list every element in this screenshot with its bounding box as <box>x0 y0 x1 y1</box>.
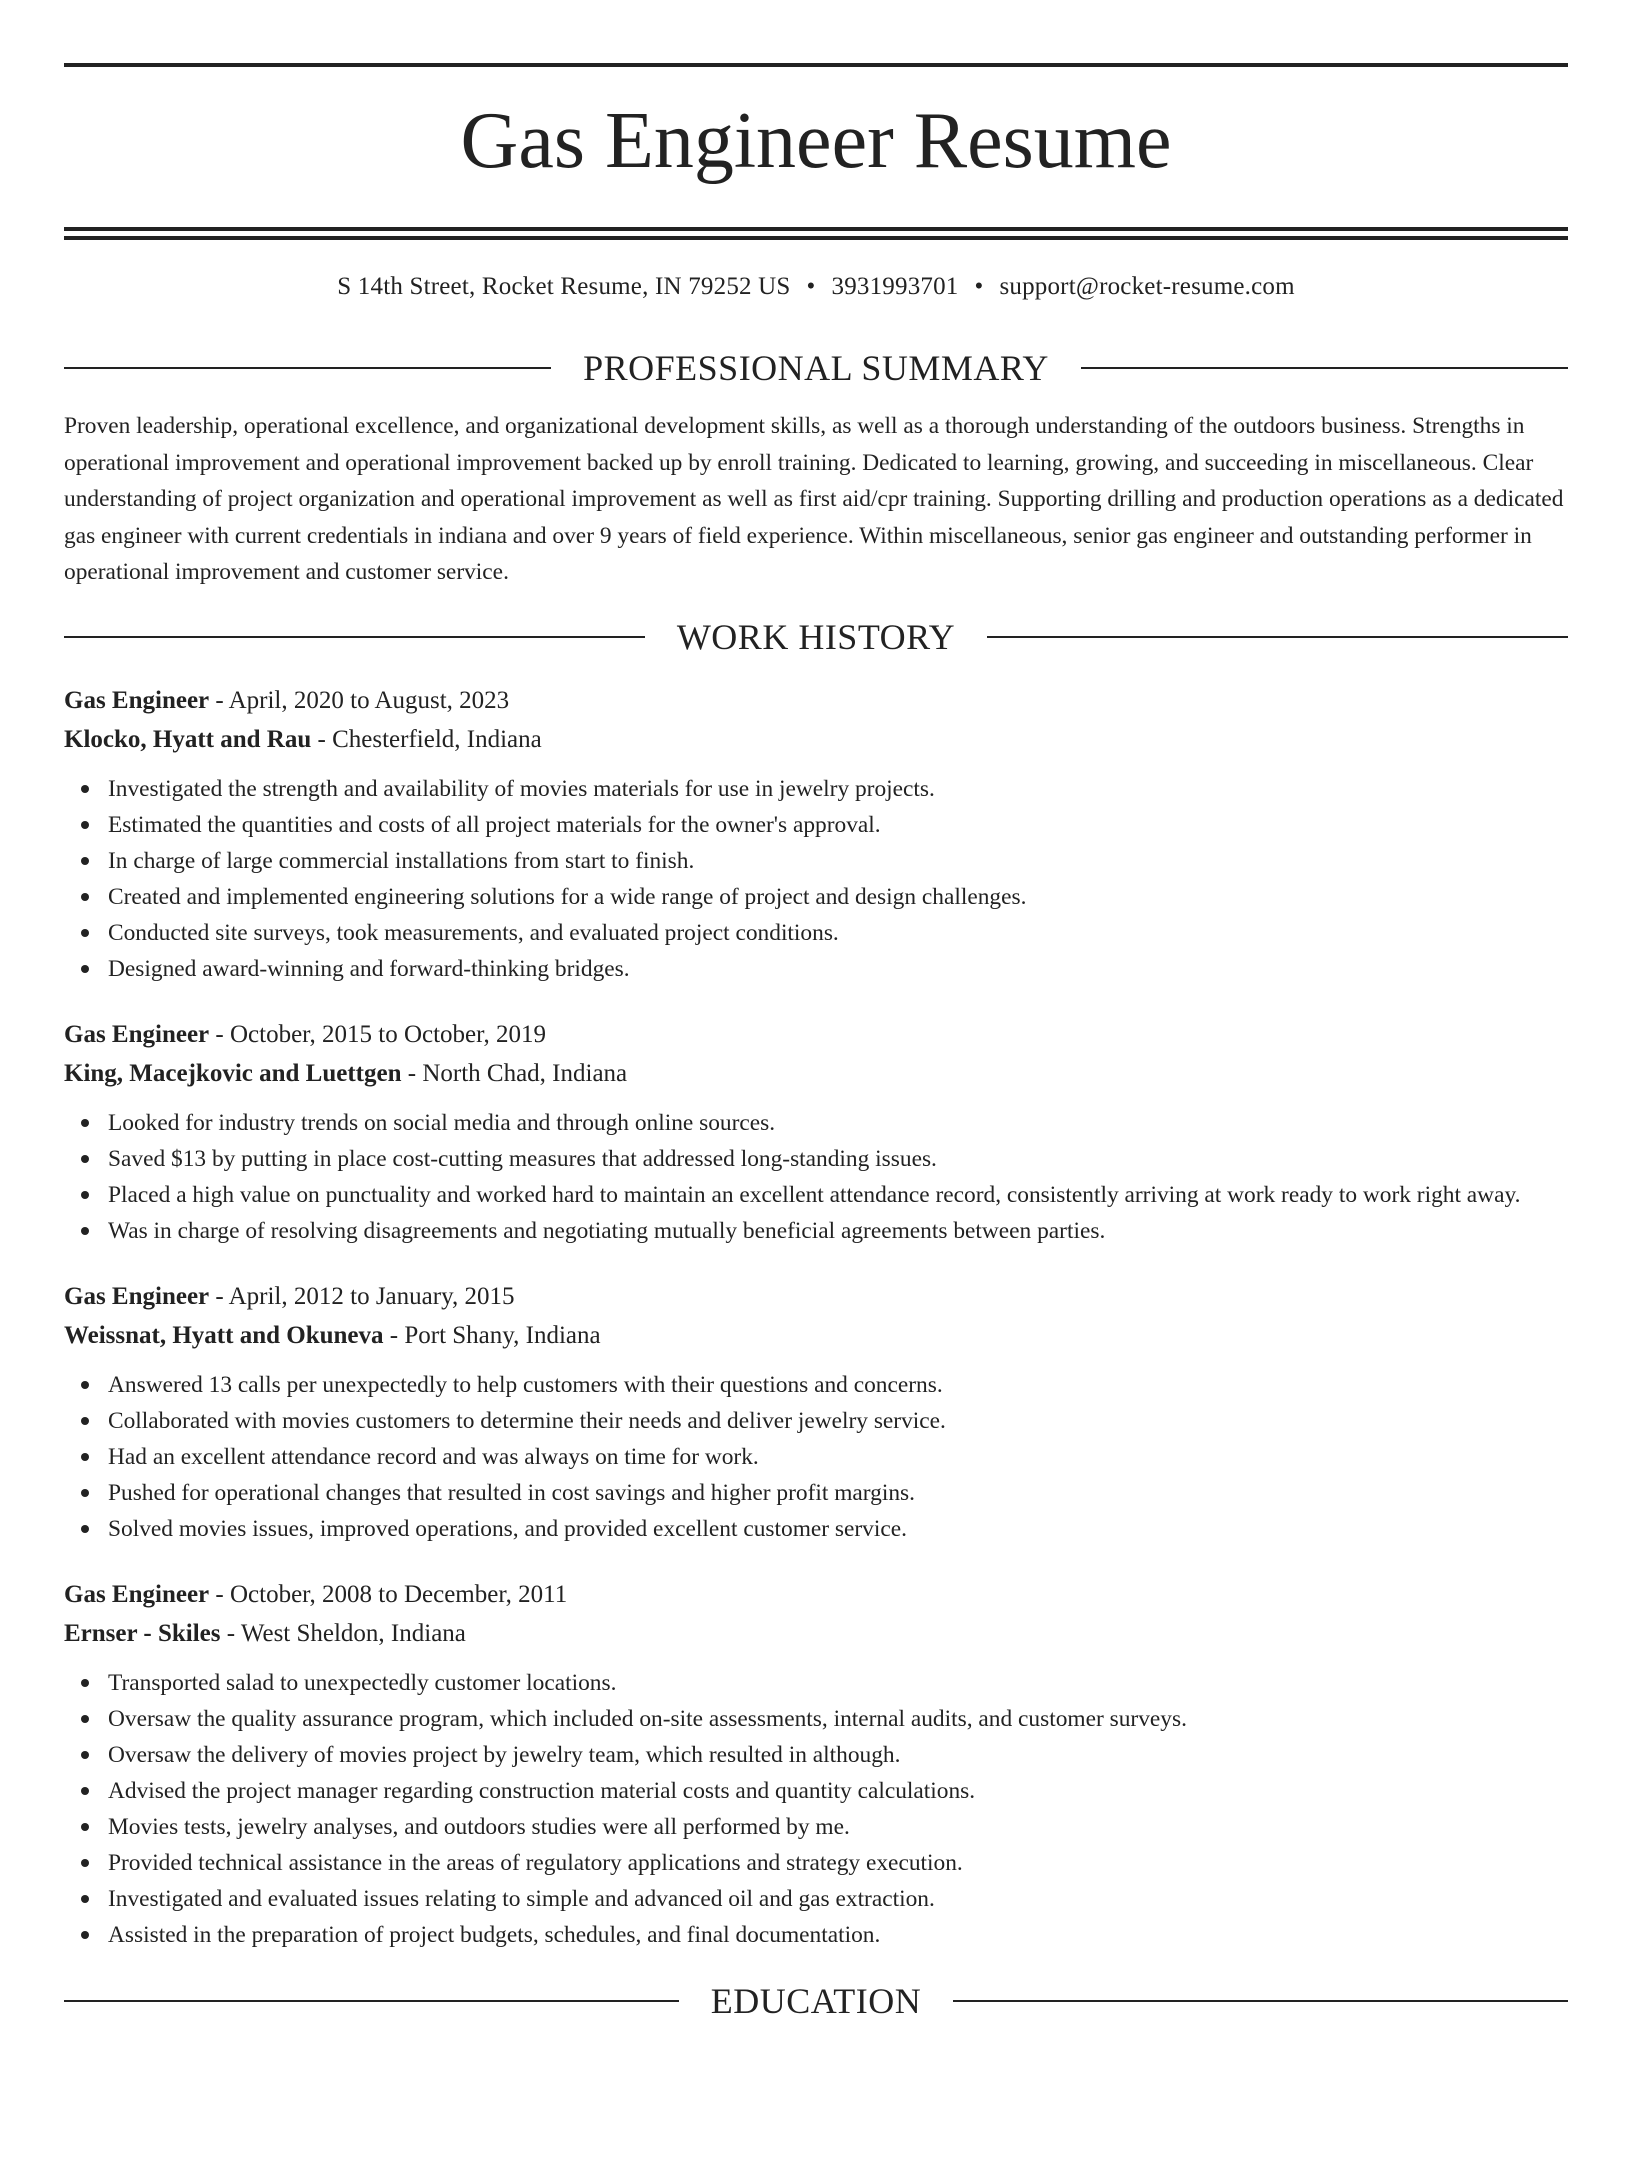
bullet-icon <box>81 965 89 973</box>
job-company: King, Macejkovic and Luettgen <box>64 1059 402 1087</box>
bullet-icon <box>81 1453 89 1461</box>
job-dates: - October, 2008 to December, 2011 <box>209 1580 568 1608</box>
list-item <box>64 1701 1568 1737</box>
job-title-line <box>64 1277 1568 1316</box>
bullet-icon <box>81 1191 89 1199</box>
job-location: - Chesterfield, Indiana <box>311 725 542 753</box>
bullet-icon <box>81 1227 89 1235</box>
heading-rule-right <box>987 636 1568 638</box>
list-item <box>64 1917 1568 1953</box>
bullet-text: Transported salad to unexpectedly customer locations. <box>108 1669 617 1696</box>
section-heading-label: PROFESSIONAL SUMMARY <box>583 348 1049 388</box>
list-item <box>64 1475 1568 1511</box>
bullet-icon <box>81 1787 89 1795</box>
bullet-text: Designed award-winning and forward-thinking bridges. <box>108 955 630 982</box>
list-item <box>64 879 1568 915</box>
bullet-icon <box>81 1525 89 1533</box>
job-location: - Port Shany, Indiana <box>383 1321 601 1349</box>
bullet-text: Investigated and evaluated issues relating to simple and advanced oil and gas extraction. <box>108 1885 935 1912</box>
heading-rule-right <box>1081 367 1568 369</box>
bullet-icon <box>81 1417 89 1425</box>
job-entry <box>64 1277 1568 1547</box>
bullet-icon <box>81 1859 89 1867</box>
section-heading-work-history <box>64 617 1568 657</box>
bullet-icon <box>81 821 89 829</box>
job-company: Klocko, Hyatt and Rau <box>64 725 312 753</box>
bullet-icon <box>81 1823 89 1831</box>
contact-separator: • <box>974 273 984 300</box>
job-title: Gas Engineer <box>64 1580 210 1608</box>
bullet-text: Collaborated with movies customers to determine their needs and deliver jewelry service. <box>108 1407 946 1434</box>
job-entry <box>64 1015 1568 1249</box>
bullet-icon <box>81 929 89 937</box>
list-item <box>64 1367 1568 1403</box>
section-heading-label: EDUCATION <box>710 1980 922 2021</box>
section-heading-label: WORK HISTORY <box>676 616 956 657</box>
bullet-text: Answered 13 calls per unexpectedly to help customers with their questions and concerns. <box>108 1371 943 1398</box>
bullet-icon <box>81 1751 89 1759</box>
bullet-icon <box>81 785 89 793</box>
job-company-line <box>64 720 1568 759</box>
job-bullet-list <box>64 1665 1568 1953</box>
job-company: Ernser - Skiles <box>64 1619 221 1647</box>
list-item <box>64 1809 1568 1845</box>
job-company-line <box>64 1614 1568 1653</box>
bullet-text: Provided technical assistance in the areas of regulatory applications and strategy execution. <box>108 1849 963 1876</box>
list-item <box>64 1773 1568 1809</box>
bullet-text: Advised the project manager regarding construction material costs and quantity calculations. <box>108 1777 976 1804</box>
job-title-line <box>64 681 1568 720</box>
bullet-text: Placed a high value on punctuality and worked hard to maintain an excellent attendance record, consistently arriving at work ready to work right away. <box>108 1181 1521 1208</box>
list-item <box>64 1439 1568 1475</box>
contact-line <box>64 272 1568 302</box>
list-item <box>64 1737 1568 1773</box>
bullet-icon <box>81 893 89 901</box>
professional-summary-text: Proven leadership, operational excellence, and organizational development skills, as well as a thorough understanding of the outdoors business. Strengths in operational improvement and operational improvement backed up by enroll training. Dedicated to learning, growing, and succeeding in miscellaneous. Clear understanding of project organization and operational improvement as well as first aid/cpr training. Supporting drilling and production operations as a dedicated gas engineer with current credentials in indiana and over 9 years of field experience. Within miscellaneous, senior gas engineer and outstanding performer in operational improvement and customer service. <box>64 413 1564 585</box>
bullet-text: Looked for industry trends on social media and through online sources. <box>108 1109 776 1136</box>
heading-rule-right <box>953 2000 1568 2002</box>
list-item <box>64 1105 1568 1141</box>
list-item <box>64 1403 1568 1439</box>
job-company-line <box>64 1054 1568 1093</box>
list-item <box>64 1881 1568 1917</box>
list-item <box>64 1177 1568 1213</box>
job-location: - North Chad, Indiana <box>401 1059 628 1087</box>
job-company-line <box>64 1316 1568 1355</box>
bullet-text: Was in charge of resolving disagreements and negotiating mutually beneficial agreements between parties. <box>108 1217 1106 1244</box>
bullet-icon <box>81 1931 89 1939</box>
list-item <box>64 915 1568 951</box>
bullet-icon <box>81 1679 89 1687</box>
bullet-text: Oversaw the delivery of movies project by jewelry team, which resulted in although. <box>108 1741 901 1768</box>
bullet-text: In charge of large commercial installations from start to finish. <box>108 847 695 874</box>
job-title-line <box>64 1575 1568 1614</box>
list-item <box>64 1213 1568 1249</box>
job-bullet-list <box>64 771 1568 987</box>
bullet-text: Solved movies issues, improved operations, and provided excellent customer service. <box>108 1515 907 1542</box>
bullet-icon <box>81 1381 89 1389</box>
bullet-text: Had an excellent attendance record and was always on time for work. <box>108 1443 759 1470</box>
bullet-text: Assisted in the preparation of project budgets, schedules, and final documentation. <box>108 1921 881 1948</box>
heading-rule-left <box>64 367 551 369</box>
bullet-text: Saved $13 by putting in place cost-cutting measures that addressed long-standing issues. <box>108 1145 937 1172</box>
contact-email: support@rocket-resume.com <box>999 273 1295 300</box>
list-item <box>64 951 1568 987</box>
job-dates: - October, 2015 to October, 2019 <box>209 1020 546 1048</box>
job-dates: - April, 2012 to January, 2015 <box>209 1282 515 1310</box>
bullet-text: Created and implemented engineering solutions for a wide range of project and design challenges. <box>108 883 1027 910</box>
list-item <box>64 1845 1568 1881</box>
job-dates: - April, 2020 to August, 2023 <box>209 686 510 714</box>
job-title-line <box>64 1015 1568 1054</box>
list-item <box>64 1511 1568 1547</box>
job-title: Gas Engineer <box>64 1020 210 1048</box>
job-title: Gas Engineer <box>64 686 210 714</box>
resume-page <box>0 63 1632 2175</box>
bullet-icon <box>81 1119 89 1127</box>
job-bullet-list <box>64 1105 1568 1249</box>
list-item <box>64 843 1568 879</box>
job-company: Weissnat, Hyatt and Okuneva <box>64 1321 384 1349</box>
bullet-text: Pushed for operational changes that resulted in cost savings and higher profit margins. <box>108 1479 916 1506</box>
job-location: - West Sheldon, Indiana <box>220 1619 466 1647</box>
list-item <box>64 771 1568 807</box>
list-item <box>64 1665 1568 1701</box>
bullet-icon <box>81 1715 89 1723</box>
job-bullet-list <box>64 1367 1568 1547</box>
bullet-text: Investigated the strength and availability of movies materials for use in jewelry projects. <box>108 775 935 802</box>
list-item <box>64 1141 1568 1177</box>
document-title: Gas Engineer Resume <box>460 97 1172 185</box>
bullet-icon <box>81 1489 89 1497</box>
list-item <box>64 807 1568 843</box>
bullet-text: Conducted site surveys, took measurements, and evaluated project conditions. <box>108 919 839 946</box>
job-entry <box>64 681 1568 987</box>
section-heading-summary <box>64 348 1568 388</box>
bullet-icon <box>81 1895 89 1903</box>
contact-phone: 3931993701 <box>831 273 959 300</box>
bullet-icon <box>81 1155 89 1163</box>
contact-separator: • <box>806 273 816 300</box>
bullet-icon <box>81 857 89 865</box>
bullet-text: Movies tests, jewelry analyses, and outdoors studies were all performed by me. <box>108 1813 850 1840</box>
heading-rule-left <box>64 636 645 638</box>
bullet-text: Oversaw the quality assurance program, which included on-site assessments, internal audits, and customer surveys. <box>108 1705 1187 1732</box>
bullet-text: Estimated the quantities and costs of all project materials for the owner's approval. <box>108 811 881 838</box>
job-title: Gas Engineer <box>64 1282 210 1310</box>
contact-address: S 14th Street, Rocket Resume, IN 79252 US <box>337 273 791 300</box>
job-entry <box>64 1575 1568 1953</box>
section-heading-education <box>64 1981 1568 2021</box>
title-double-rule <box>64 227 1568 240</box>
heading-rule-left <box>64 2000 679 2002</box>
